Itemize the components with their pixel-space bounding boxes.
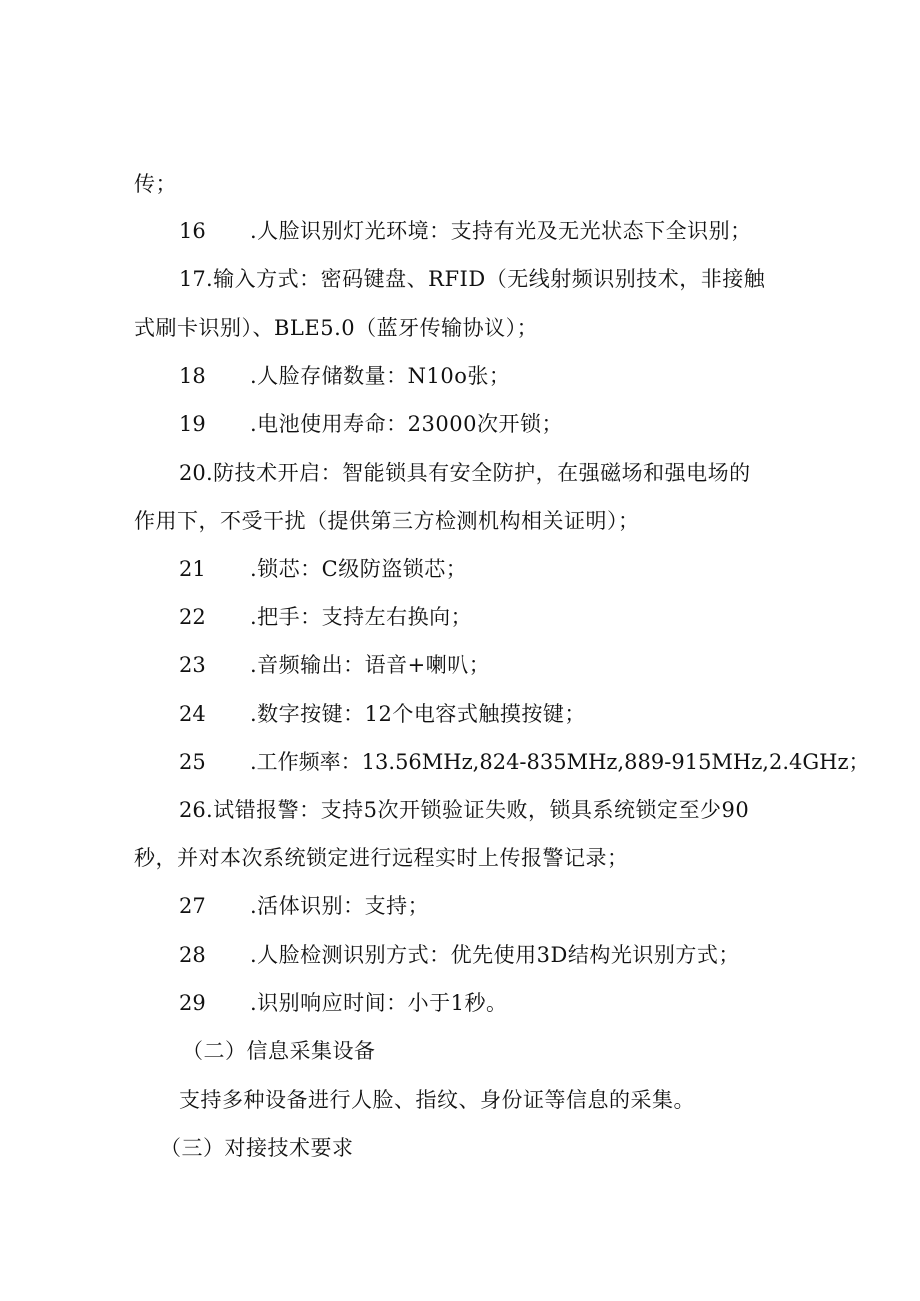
item-number: 16 xyxy=(179,219,206,243)
item-text-continuation: 式刷卡识别）、BLE5.0（蓝牙传输协议）； xyxy=(134,316,539,340)
item-text: .人脸识别灯光环境：支持有光及无光状态下全识别； xyxy=(250,219,752,243)
item-text: .把手：支持左右换向； xyxy=(250,605,473,629)
item-number: 17 xyxy=(179,267,206,291)
item-text-continuation: 秒，并对本次系统锁定进行远程实时上传报警记录； xyxy=(134,846,629,870)
item-number: 18 xyxy=(179,364,206,388)
item-text: .工作频率：13.56MHz,824-835MHz,889-915MHz,2.4GHz； xyxy=(250,750,870,774)
item-text: .数字按键：12个电容式触摸按键； xyxy=(250,702,586,726)
item-number: 26 xyxy=(179,798,206,822)
item-number: 27 xyxy=(179,894,206,918)
item-number: 24 xyxy=(179,702,206,726)
item-text: .音频输出：语音+喇叭； xyxy=(250,653,491,677)
item-number: 23 xyxy=(179,653,206,677)
item-text: .试错报警：支持5次开锁验证失败，锁具系统锁定至少90 xyxy=(206,798,750,822)
item-number: 28 xyxy=(179,943,206,967)
item-text: .输入方式：密码键盘、RFID（无线射频识别技术，非接触 xyxy=(206,267,766,291)
item-text: .活体识别：支持； xyxy=(250,894,430,918)
item-text: .电池使用寿命：23000次开锁； xyxy=(250,412,563,436)
section-body: 支持多种设备进行人脸、指纹、身份证等信息的采集。 xyxy=(179,1088,695,1112)
item-text-continuation: 作用下，不受干扰（提供第三方检测机构相关证明）； xyxy=(134,509,640,533)
item-number: 19 xyxy=(179,412,206,436)
item-number: 20 xyxy=(179,461,206,485)
item-number: 22 xyxy=(179,605,206,629)
item-number: 21 xyxy=(179,557,206,581)
section-heading: （三）对接技术要求 xyxy=(160,1136,354,1160)
item-number: 29 xyxy=(179,991,206,1015)
item-text: .识别响应时间：小于1秒。 xyxy=(250,991,508,1015)
item-text: .防技术开启：智能锁具有安全防护，在强磁场和强电场的 xyxy=(206,461,751,485)
item-number: 25 xyxy=(179,750,206,774)
carry-over-text: 传； xyxy=(134,172,177,196)
item-text: .人脸存储数量：N10o张； xyxy=(250,364,511,388)
section-heading: （二）信息采集设备 xyxy=(182,1039,376,1063)
item-text: .锁芯：C级防盗锁芯； xyxy=(250,557,468,581)
item-text: .人脸检测识别方式：优先使用3D结构光识别方式； xyxy=(250,943,740,967)
